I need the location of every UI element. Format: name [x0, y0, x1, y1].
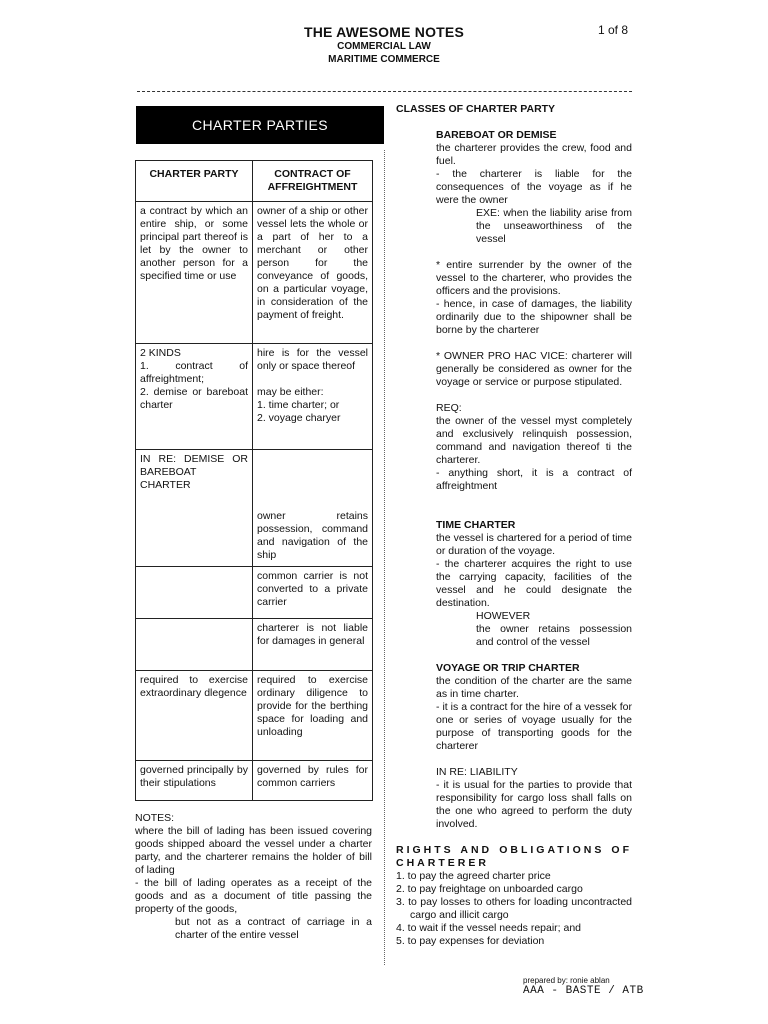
doc-title: THE AWESOME NOTES [303, 24, 464, 40]
doc-topic: MARITIME COMMERCE [328, 54, 440, 65]
page-header [0, 24, 768, 66]
notes-paragraph: where the bill of lading has been issued covering goods shipped aboard the vessel under a charter party, and the charterer remains the holder of bill of lading [135, 825, 372, 876]
table-cell: governed by rules for common carriers [253, 761, 373, 801]
footer-credit: AAA - BASTE / ATB [523, 985, 644, 997]
table-row [136, 344, 373, 450]
page-number: 1 of 8 [598, 23, 629, 37]
table-row [136, 202, 373, 344]
table-cell: common carrier is not converted to a private carrier [253, 567, 373, 619]
bareboat-heading: BAREBOAT OR DEMISE [436, 129, 557, 141]
table-row [136, 761, 373, 801]
table-cell: owner retains possession, command and navigation of the ship [253, 450, 373, 567]
section-banner: CHARTER PARTIES [136, 106, 384, 144]
text-line: EXE: when the liability arise from the unseaworthiness of the vessel [476, 207, 632, 245]
table-row [136, 619, 373, 671]
text-line: - it is usual for the parties to provide that responsibility for cargo loss shall falls on the one who agreed to perform the duty involved. [436, 779, 632, 830]
table-row [136, 450, 373, 567]
table-cell: owner of a ship or other vessel lets the whole or a part of her to a merchant or other person for the conveyance of goods, on a particular voyage, in consideration of the payment of freight. [253, 202, 373, 344]
list-item: 3. to pay losses to others for loading uncontracted cargo and illicit cargo [396, 896, 632, 921]
table-cell: charterer is not liable for damages in general [253, 619, 373, 671]
table-header-affreightment: CONTRACT OF AFFREIGHTMENT [253, 161, 373, 202]
text-line: - the charterer is liable for the consequences of the voyage as if he were the owner [436, 168, 632, 206]
text-line: the charterer provides the crew, food and fuel. [436, 142, 632, 167]
notes-paragraph: - the bill of lading operates as a receipt of the goods and as a document of title passing the property of the goods, [135, 877, 372, 915]
classes-title: CLASSES OF CHARTER PARTY [396, 103, 556, 115]
rights-heading: RIGHTS AND OBLIGATIONS OF CHARTERER [396, 844, 632, 869]
time-charter-heading: TIME CHARTER [436, 519, 516, 531]
list-item: 2. to pay freightage on unboarded cargo [396, 883, 583, 895]
classes-section [396, 103, 632, 948]
text-line: - anything short, it is a contract of affreightment [436, 467, 632, 492]
text-line: - the charterer acquires the right to use the carrying capacity, facilities of the vessel and he could designate the destination. [436, 558, 632, 609]
table-cell: 2 KINDS 1. contract of affreightment; 2. demise or bareboat charter [136, 344, 253, 450]
text-line: HOWEVER [476, 610, 531, 622]
table-header-row [136, 161, 373, 202]
text-line: the vessel is chartered for a period of time or duration of the voyage. [436, 532, 632, 557]
rights-list [396, 870, 632, 948]
list-item: 1. to pay the agreed charter price [396, 870, 551, 882]
text-line: the owner of the vessel myst completely and exclusively relinquish possession, command and navigation thereof ti the charterer. [436, 415, 632, 466]
table-cell [136, 567, 253, 619]
table-cell: required to exercise ordinary diligence to provide for the berthing space for loading and unloading [253, 671, 373, 761]
list-item: 5. to pay expenses for deviation [396, 935, 545, 947]
table-cell: a contract by which an entire ship, or some principal part thereof is let by the owner to another person for a specified time or use [136, 202, 253, 344]
prepared-by: prepared by: ronie ablan [523, 976, 610, 985]
notes-paragraph: but not as a contract of carriage in a charter of the entire vessel [175, 916, 372, 941]
text-line: * OWNER PRO HAC VICE: charterer will generally be considered as owner for the voyage or service or purpose stipulated. [436, 350, 632, 388]
notes-label: NOTES: [135, 812, 175, 824]
voyage-charter-heading: VOYAGE OR TRIP CHARTER [436, 662, 580, 674]
table-cell [136, 619, 253, 671]
text-line: * entire surrender by the owner of the vessel to the charterer, who provides the officers and the provisions. [436, 259, 632, 297]
column-divider [384, 150, 385, 965]
text-line: - it is a contract for the hire of a vessek for one or series of voyage usually for the purpose of transporting goods for the charterer [436, 701, 632, 752]
text-line: REQ: [436, 402, 462, 414]
table-cell: hire is for the vessel only or space thereof may be either: 1. time charter; or 2. voyage charyer [253, 344, 373, 450]
table-row [136, 671, 373, 761]
table-row [136, 567, 373, 619]
text-line: - hence, in case of damages, the liability ordinarily due to the shipowner shall be borne by the charterer [436, 298, 632, 336]
list-item: 4. to wait if the vessel needs repair; and [396, 922, 582, 934]
notes-section [135, 812, 372, 942]
comparison-table [135, 160, 373, 801]
table-cell: IN RE: DEMISE OR BAREBOAT CHARTER [136, 450, 253, 567]
doc-subject: COMMERCIAL LAW [337, 41, 431, 52]
text-line: IN RE: LIABILITY [436, 766, 518, 778]
text-line: the owner retains possession and control of the vessel [476, 623, 632, 648]
table-header-charter-party: CHARTER PARTY [136, 161, 253, 202]
table-cell: governed principally by their stipulations [136, 761, 253, 801]
table-cell: required to exercise extraordinary dlegence [136, 671, 253, 761]
text-line: the condition of the charter are the same as in time charter. [436, 675, 632, 700]
header-divider [137, 91, 632, 92]
